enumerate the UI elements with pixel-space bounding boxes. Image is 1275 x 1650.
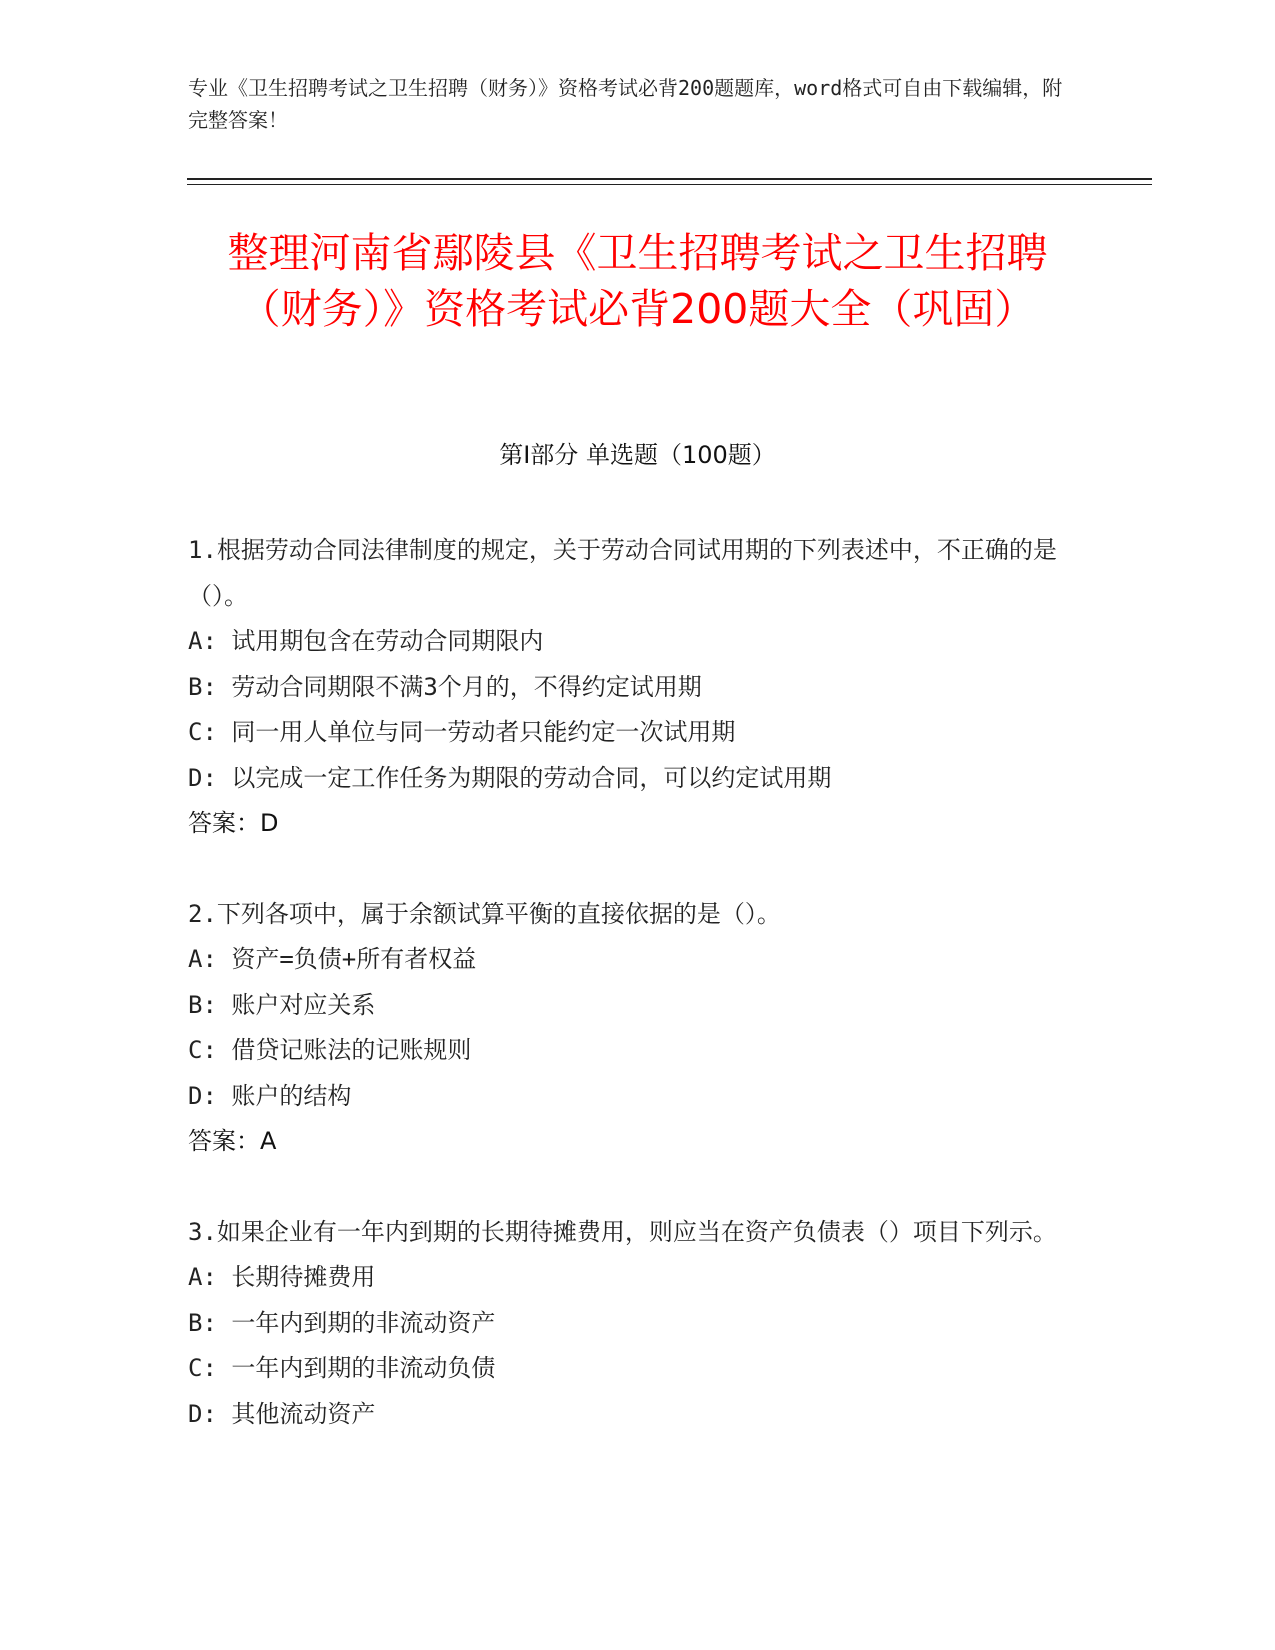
section-title: 第I部分 单选题（100题） bbox=[499, 441, 776, 469]
option-a: A: 资产=负债+所有者权益 bbox=[188, 945, 477, 973]
option-b: B: 一年内到期的非流动资产 bbox=[188, 1308, 496, 1337]
header-rule-thick bbox=[187, 178, 1152, 180]
option-d: D: 账户的结构 bbox=[188, 1081, 352, 1110]
option-b: B: 账户对应关系 bbox=[188, 990, 376, 1019]
option-d: D: 以完成一定工作任务为期限的劳动合同，可以约定试用期 bbox=[188, 763, 832, 792]
option-c: C: 同一用人单位与同一劳动者只能约定一次试用期 bbox=[188, 718, 736, 746]
question-stem: 1.根据劳动合同法律制度的规定，关于劳动合同试用期的下列表述中，不正确的是（）。 bbox=[188, 536, 1057, 610]
option-a: A: 试用期包含在劳动合同期限内 bbox=[188, 627, 544, 655]
option-d: D: 其他流动资产 bbox=[188, 1399, 376, 1428]
question-stem: 2.下列各项中，属于余额试算平衡的直接依据的是（）。 bbox=[188, 899, 781, 928]
header-rule-thin bbox=[187, 184, 1152, 185]
question-stem: 3.如果企业有一年内到期的长期待摊费用，则应当在资产负债表（）项目下列示。 bbox=[188, 1217, 1057, 1246]
answer: 答案：D bbox=[188, 809, 279, 837]
header-note: 专业《卫生招聘考试之卫生招聘（财务）》资格考试必背200题题库，word格式可自由下载编辑，附完整答案！ bbox=[188, 76, 1063, 132]
option-a: A: 长期待摊费用 bbox=[188, 1263, 376, 1291]
question-1 bbox=[188, 528, 1068, 847]
option-b: B: 劳动合同期限不满3个月的，不得约定试用期 bbox=[188, 672, 702, 701]
question-2 bbox=[188, 892, 1068, 1165]
question-3 bbox=[188, 1210, 1068, 1438]
question-list bbox=[188, 528, 1068, 1482]
answer: 答案：A bbox=[188, 1127, 277, 1155]
option-c: C: 借贷记账法的记账规则 bbox=[188, 1036, 472, 1064]
option-c: C: 一年内到期的非流动负债 bbox=[188, 1354, 496, 1382]
document-title: 整理河南省鄢陵县《卫生招聘考试之卫生招聘（财务）》资格考试必背200题大全（巩固） bbox=[227, 229, 1048, 333]
